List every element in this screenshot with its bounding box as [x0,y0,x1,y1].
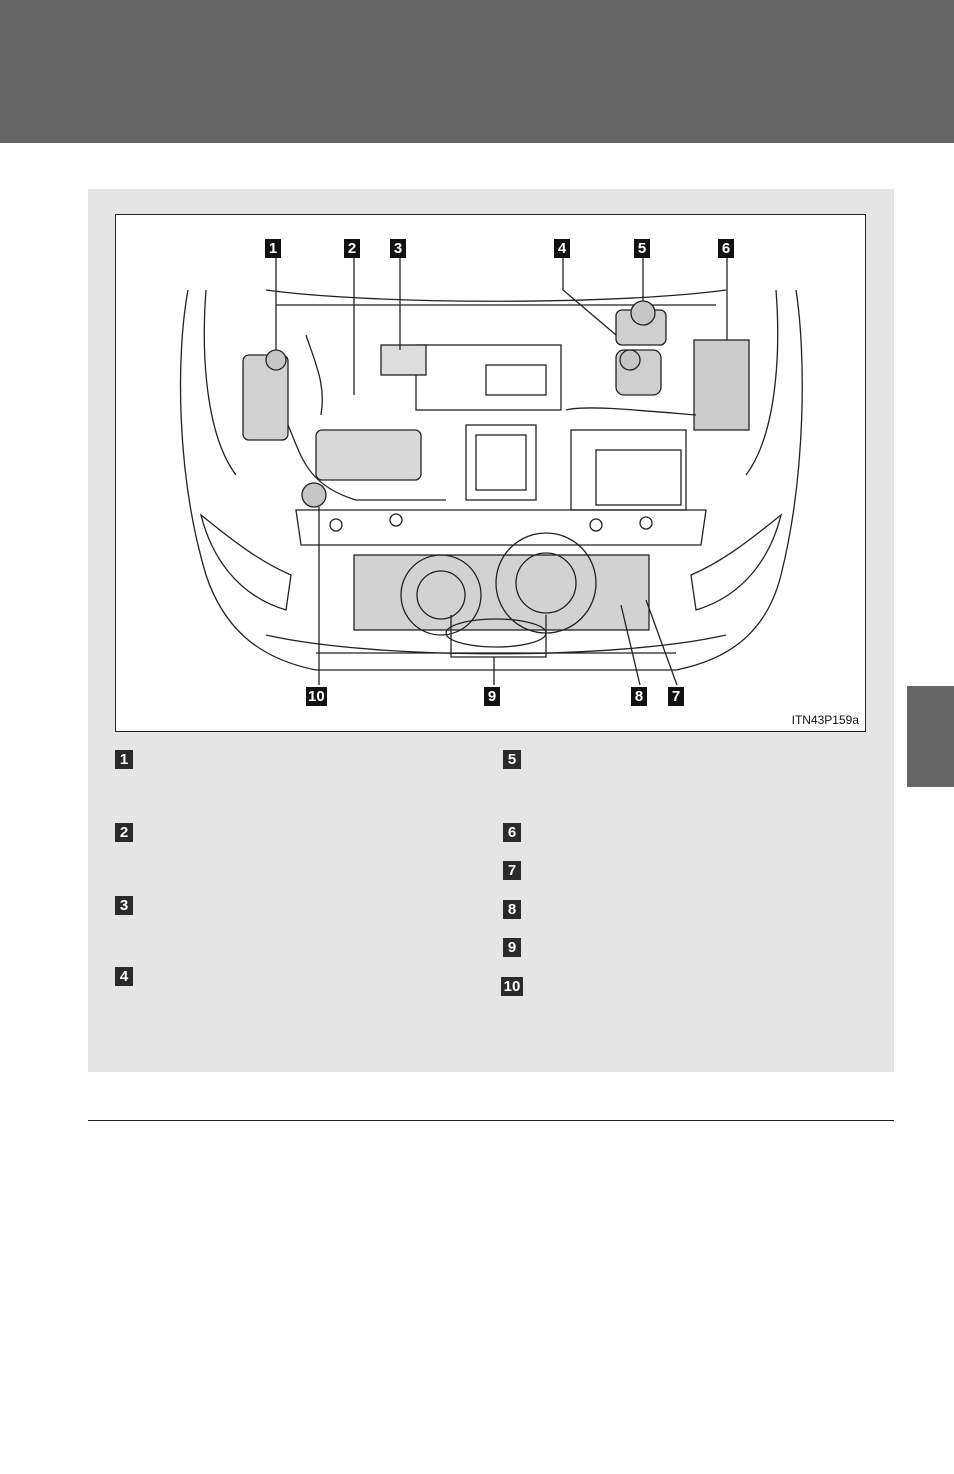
figure-callout-4: 4 [554,239,570,258]
legend-badge-1: 1 [115,750,133,769]
figure-callout-3: 3 [390,239,406,258]
engine-compartment-figure [115,214,866,732]
figure-callout-1: 1 [265,239,281,258]
figure-callout-2: 2 [344,239,360,258]
legend-badge-9: 9 [503,938,521,957]
legend-badge-4: 4 [115,967,133,986]
figure-callout-8: 8 [631,687,647,706]
engine-illustration [116,215,867,733]
legend-badge-8: 8 [503,900,521,919]
chapter-side-tab [907,686,954,787]
legend-badge-7: 7 [503,861,521,880]
figure-callout-10: 10 [308,688,325,705]
figure-id-label: ITN43P159a [791,713,859,727]
legend-badge-5: 5 [503,750,521,769]
figure-callout-7: 7 [668,687,684,706]
section-divider [88,1120,894,1121]
legend-badge-3: 3 [115,896,133,915]
figure-callout-9: 9 [484,687,500,706]
legend-badge-10: 10 [501,977,523,996]
legend-badge-2: 2 [115,823,133,842]
figure-callout-6: 6 [718,239,734,258]
figure-callout-5: 5 [634,239,650,258]
legend-badge-6: 6 [503,823,521,842]
header-band [0,0,954,143]
